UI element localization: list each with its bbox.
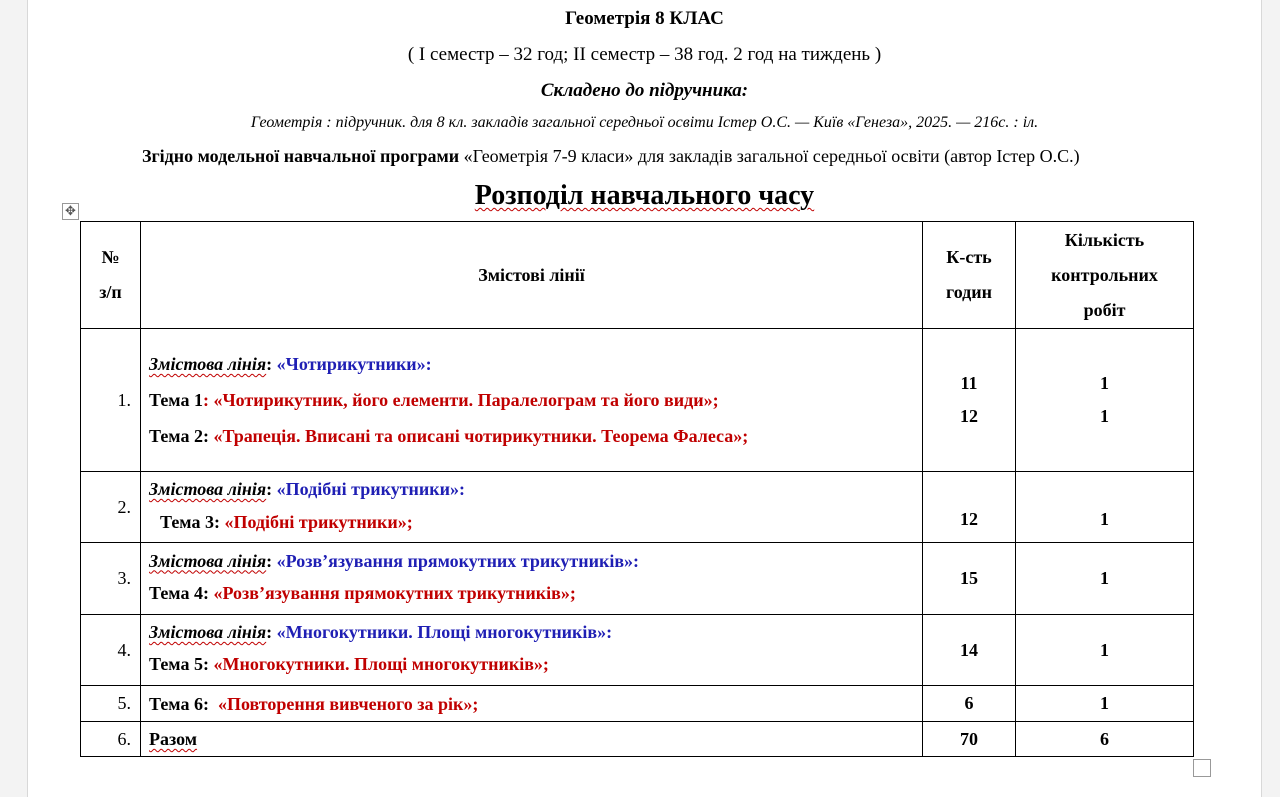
row-num: 5. <box>81 686 141 722</box>
row-num: 4. <box>81 615 141 686</box>
row-hours: 70 <box>923 722 1016 757</box>
table-row <box>81 543 1194 615</box>
row-content: Разом <box>141 722 923 757</box>
table-row <box>81 472 1194 543</box>
table-row <box>81 686 1194 722</box>
row-tests: 6 <box>1016 722 1194 757</box>
table-row <box>81 615 1194 686</box>
row-tests: 1 <box>1016 543 1194 615</box>
header-hours: К-сть годин <box>923 222 1016 329</box>
program-bold: Згідно модельної навчальної програми <box>142 146 460 166</box>
row-tests: 1 <box>1016 472 1194 543</box>
row-hours: 11 12 <box>923 329 1016 472</box>
row-num: 2. <box>81 472 141 543</box>
compiled-for-label: Складено до підручника: <box>540 80 749 101</box>
row-num: 3. <box>81 543 141 615</box>
section-title <box>28 180 1261 212</box>
textbook-reference: Геометрія : підручник. для 8 кл. закладів загальної середньої освіти Істер О.С. — Київ «Генеза», 2025. — 216с. : іл. <box>250 114 1039 131</box>
row-hours: 15 <box>923 543 1016 615</box>
table-header-row <box>81 222 1194 329</box>
table-row <box>81 329 1194 472</box>
row-tests: 1 <box>1016 686 1194 722</box>
row-hours: 14 <box>923 615 1016 686</box>
semester-info: ( І семестр – 32 год; ІІ семестр – 38 год. 2 год на тиждень ) <box>407 44 882 65</box>
row-tests: 1 1 <box>1016 329 1194 472</box>
row-content: Змістова лінія: «Чотирикутники»: Тема 1: «Чотирикутник, його елементи. Паралелограм та його види»; Тема 2: «Трапеція. Вписані та описані чотирикутники. Теорема Фалеса»; <box>141 329 923 472</box>
row-content: Змістова лінія: «Розв’язування прямокутних трикутників»: Тема 4: «Розв’язування прямокутних трикутників»; <box>141 543 923 615</box>
schedule-table <box>80 221 1194 757</box>
table-total-row <box>81 722 1194 757</box>
table-move-icon[interactable]: ✥ <box>62 203 79 220</box>
row-content: Тема 6: «Повторення вивченого за рік»; <box>141 686 923 722</box>
program-reference <box>142 146 1080 167</box>
table-resize-handle[interactable] <box>1193 759 1211 777</box>
row-num: 6. <box>81 722 141 757</box>
row-content: Змістова лінія: «Подібні трикутники»: Тема 3: «Подібні трикутники»; <box>141 472 923 543</box>
header-num: № з/п <box>81 222 141 329</box>
row-tests: 1 <box>1016 615 1194 686</box>
row-hours: 6 <box>923 686 1016 722</box>
program-rest: «Геометрія 7-9 класи» для закладів загальної середньої освіти (автор Істер О.С.) <box>459 146 1080 166</box>
row-num: 1. <box>81 329 141 472</box>
header-tests: Кількість контрольних робіт <box>1016 222 1194 329</box>
header-content: Змістові лінії <box>141 222 923 329</box>
document-title: Геометрія 8 КЛАС <box>565 8 724 29</box>
row-hours: 12 <box>923 472 1016 543</box>
section-title-text: Розподіл навчального часу <box>474 180 815 211</box>
row-content: Змістова лінія: «Многокутники. Площі многокутників»: Тема 5: «Многокутники. Площі многокутників»; <box>141 615 923 686</box>
